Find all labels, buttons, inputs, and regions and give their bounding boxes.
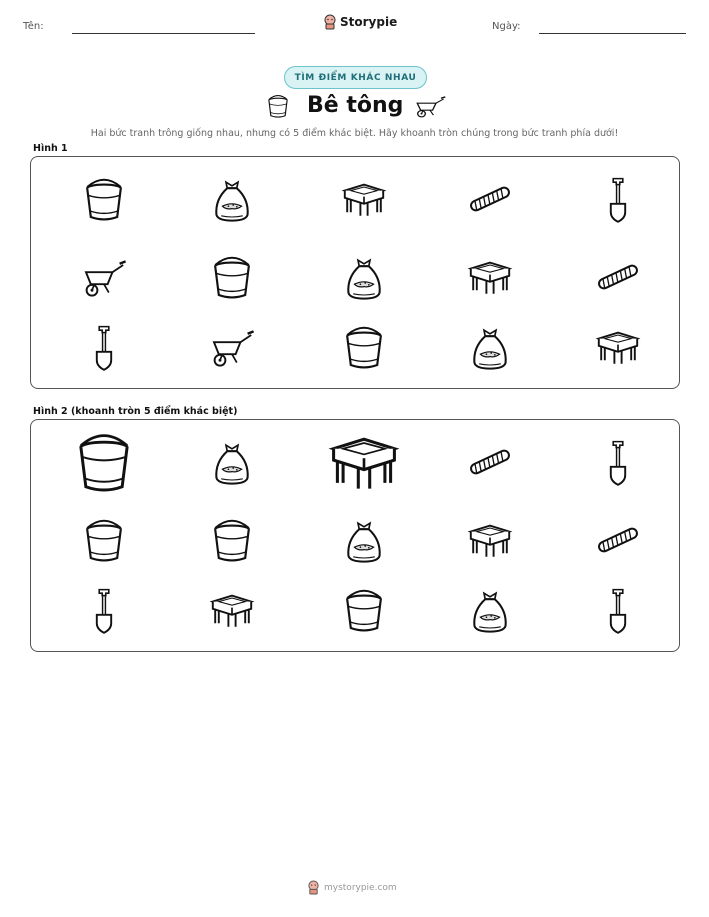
wheelbarrow-icon xyxy=(413,92,447,120)
shovel-icon xyxy=(80,323,128,371)
instructions: Hai bức tranh trông giống nhau, nhưng có 5 điểm khác biệt. Hãy khoanh tròn chúng trong bức tranh phía dưới! xyxy=(90,128,619,139)
shovel-icon xyxy=(80,586,128,634)
brand-logo xyxy=(323,14,397,30)
rebar-icon xyxy=(594,516,642,564)
bucket-icon xyxy=(71,429,137,495)
rebar-icon xyxy=(594,253,642,301)
rebar-icon xyxy=(466,438,514,486)
footer xyxy=(307,880,397,895)
bucket-icon xyxy=(80,175,128,223)
cement-bag-icon xyxy=(466,323,514,371)
mixing-box-icon xyxy=(326,424,402,500)
cement-bag-icon xyxy=(208,175,256,223)
shovel-icon xyxy=(594,586,642,634)
cement-bag-icon xyxy=(208,438,256,486)
bucket-icon xyxy=(340,323,388,371)
cement-bag-icon xyxy=(340,253,388,301)
date-line[interactable] xyxy=(539,33,686,34)
rebar-icon xyxy=(466,175,514,223)
mixing-box-icon xyxy=(594,323,642,371)
storypie-mascot-icon xyxy=(307,880,320,895)
shovel-icon xyxy=(594,175,642,223)
wheelbarrow-icon xyxy=(80,253,128,301)
mixing-box-icon xyxy=(208,586,256,634)
picture1-label: Hình 1 xyxy=(33,143,68,154)
bucket-icon xyxy=(265,93,291,119)
bucket-icon xyxy=(80,516,128,564)
storypie-mascot-icon xyxy=(323,14,337,30)
picture2-panel[interactable] xyxy=(30,419,680,652)
brand-name: Storypie xyxy=(340,15,398,29)
mixing-box-icon xyxy=(340,175,388,223)
picture2-label: Hình 2 (khoanh tròn 5 điểm khác biệt) xyxy=(33,406,238,417)
activity-badge: TÌM ĐIỂM KHÁC NHAU xyxy=(284,66,427,89)
mixing-box-icon xyxy=(466,516,514,564)
bucket-icon xyxy=(340,586,388,634)
picture1-panel xyxy=(30,156,680,389)
name-label: Tên: xyxy=(23,21,44,32)
footer-url: mystorypie.com xyxy=(324,882,397,893)
bucket-icon xyxy=(208,516,256,564)
shovel-icon xyxy=(594,438,642,486)
name-line[interactable] xyxy=(72,33,255,34)
date-label: Ngày: xyxy=(492,21,521,32)
mixing-box-icon xyxy=(466,253,514,301)
page-title: Bê tông xyxy=(307,93,404,118)
cement-bag-icon xyxy=(466,586,514,634)
wheelbarrow-icon xyxy=(208,323,256,371)
bucket-icon xyxy=(208,253,256,301)
cement-bag-icon xyxy=(340,516,388,564)
